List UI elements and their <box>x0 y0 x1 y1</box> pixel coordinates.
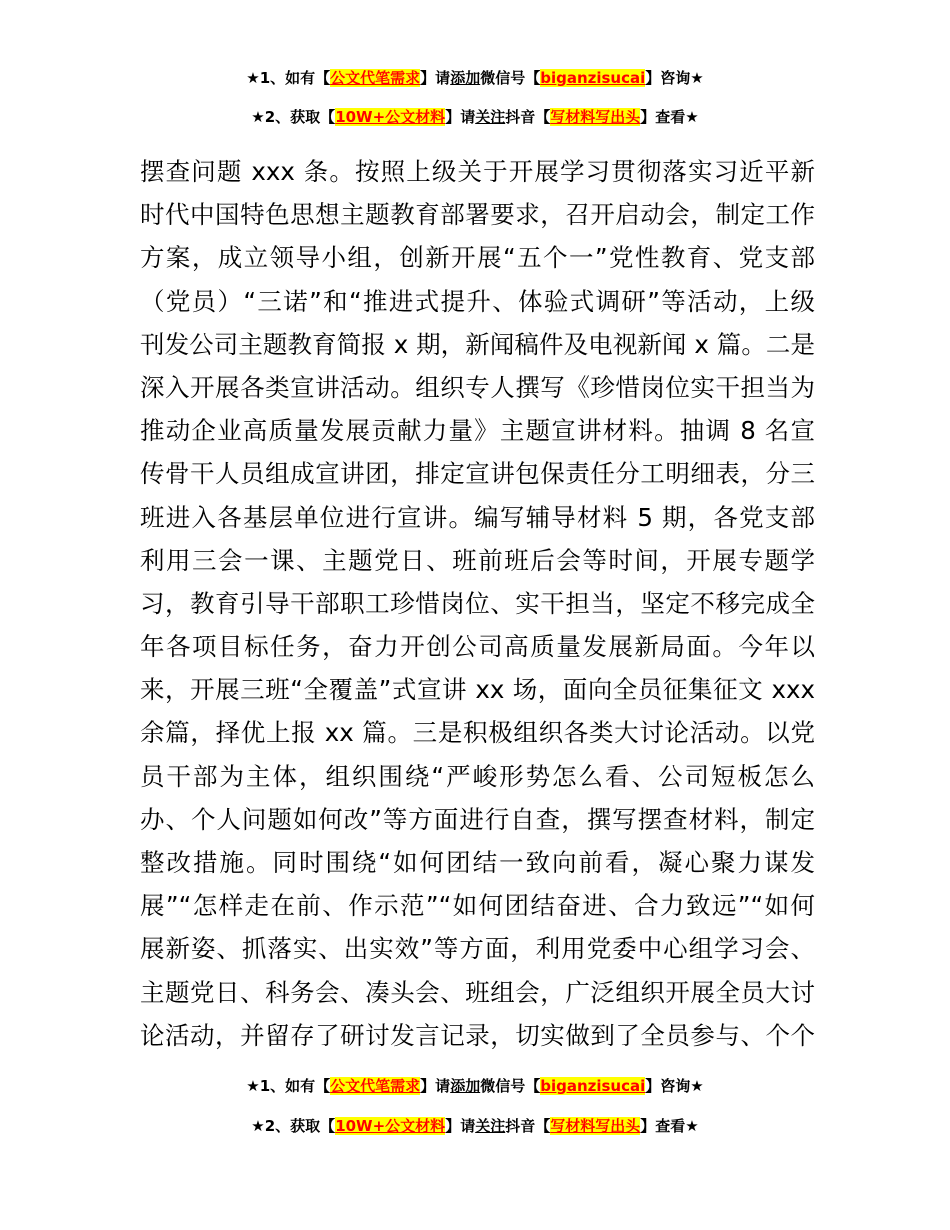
footer-line2-emph: 关注 <box>475 1117 506 1135</box>
footer-line2-prefix: ★2、获取【 <box>251 1117 336 1135</box>
header-line1-middle1: 】请 <box>420 69 451 87</box>
body-line: 员干部为主体，组织围绕“严峻形势怎么看、公司短板怎么 <box>140 761 815 791</box>
header-line2-prefix: ★2、获取【 <box>251 108 336 126</box>
footer-line1-middle2: 微信号【 <box>480 1077 541 1095</box>
header-line2-emph: 关注 <box>475 108 506 126</box>
header-line2-highlight-materials: 10W+公文材料 <box>335 108 446 126</box>
footer-line1-highlight-service: 公文代笔需求 <box>330 1077 421 1095</box>
body-line: 来，开展三班“全覆盖”式宣讲 xx 场，面向全员征集征文 xxx <box>140 675 815 705</box>
body-line: 摆查问题 xxx 条。按照上级关于开展学习贯彻落实习近平新 <box>140 157 815 186</box>
body-line: 传骨干人员组成宣讲团，排定宣讲包保责任分工明细表，分三 <box>140 459 815 489</box>
body-line: 展”“怎样走在前、作示范”“如何团结奋进、合力致远”“如何 <box>140 891 815 921</box>
footer-line2-suffix: 】查看★ <box>640 1117 699 1135</box>
body-line: 利用三会一课、主题党日、班前班后会等时间，开展专题学 <box>140 545 815 575</box>
footer-line2-highlight-douyin: 写材料写出头 <box>550 1117 641 1135</box>
body-line: 刊发公司主题教育简报 x 期，新闻稿件及电视新闻 x 篇。二是 <box>140 329 815 359</box>
header-line2-middle2: 抖音【 <box>505 108 551 126</box>
body-line: 深入开展各类宣讲活动。组织专人撰写《珍惜岗位实干担当为 <box>140 372 815 402</box>
body-line: 班进入各基层单位进行宣讲。编写辅导材料 5 期，各党支部 <box>140 502 815 532</box>
header-ad-line-2 <box>0 106 950 128</box>
document-body <box>140 150 815 1057</box>
footer-ad-line-2 <box>0 1115 950 1137</box>
footer-ad-line-1 <box>0 1075 950 1097</box>
footer-line1-highlight-wechat: biganzisucai <box>540 1077 646 1095</box>
body-line: 习，教育引导干部职工珍惜岗位、实干担当，坚定不移完成全 <box>140 588 815 618</box>
body-line: 时代中国特色思想主题教育部署要求，召开启动会，制定工作 <box>140 200 815 230</box>
body-line: 推动企业高质量发展贡献力量》主题宣讲材料。抽调 8 名宣 <box>140 416 815 446</box>
body-line: 方案，成立领导小组，创新开展“五个一”党性教育、党支部 <box>140 243 815 273</box>
header-line1-suffix: 】咨询★ <box>645 69 704 87</box>
footer-line1-emph: 添加 <box>450 1077 481 1095</box>
footer-line2-middle2: 抖音【 <box>505 1117 551 1135</box>
header-line1-highlight-wechat: biganzisucai <box>540 69 646 87</box>
footer-line2-middle1: 】请 <box>445 1117 476 1135</box>
header-line2-highlight-douyin: 写材料写出头 <box>550 108 641 126</box>
footer-line1-middle1: 】请 <box>420 1077 451 1095</box>
body-line: 整改措施。同时围绕“如何团结一致向前看，凝心聚力谋发 <box>140 848 815 877</box>
body-line: 办、个人问题如何改”等方面进行自查，撰写摆查材料，制定 <box>140 804 815 834</box>
header-line2-suffix: 】查看★ <box>640 108 699 126</box>
body-line: 年各项目标任务，奋力开创公司高质量发展新局面。今年以 <box>140 632 815 662</box>
header-line1-highlight-service: 公文代笔需求 <box>330 69 421 87</box>
body-line: 展新姿、抓落实、出实效”等方面，利用党委中心组学习会、 <box>140 934 815 964</box>
header-line1-prefix: ★1、如有【 <box>246 69 331 87</box>
header-ad-line-1 <box>0 67 950 89</box>
body-line: 论活动，并留存了研讨发言记录，切实做到了全员参与、个个 <box>140 1020 815 1050</box>
body-line: 主题党日、科务会、凑头会、班组会，广泛组织开展全员大讨 <box>140 977 815 1007</box>
body-line: （党员）“三诺”和“推进式提升、体验式调研”等活动，上级 <box>140 286 815 316</box>
body-line: 余篇，择优上报 xx 篇。三是积极组织各类大讨论活动。以党 <box>140 718 815 748</box>
header-line1-middle2: 微信号【 <box>480 69 541 87</box>
footer-line1-prefix: ★1、如有【 <box>246 1077 331 1095</box>
header-line2-middle1: 】请 <box>445 108 476 126</box>
footer-line1-suffix: 】咨询★ <box>645 1077 704 1095</box>
footer-line2-highlight-materials: 10W+公文材料 <box>335 1117 446 1135</box>
header-line1-emph: 添加 <box>450 69 481 87</box>
